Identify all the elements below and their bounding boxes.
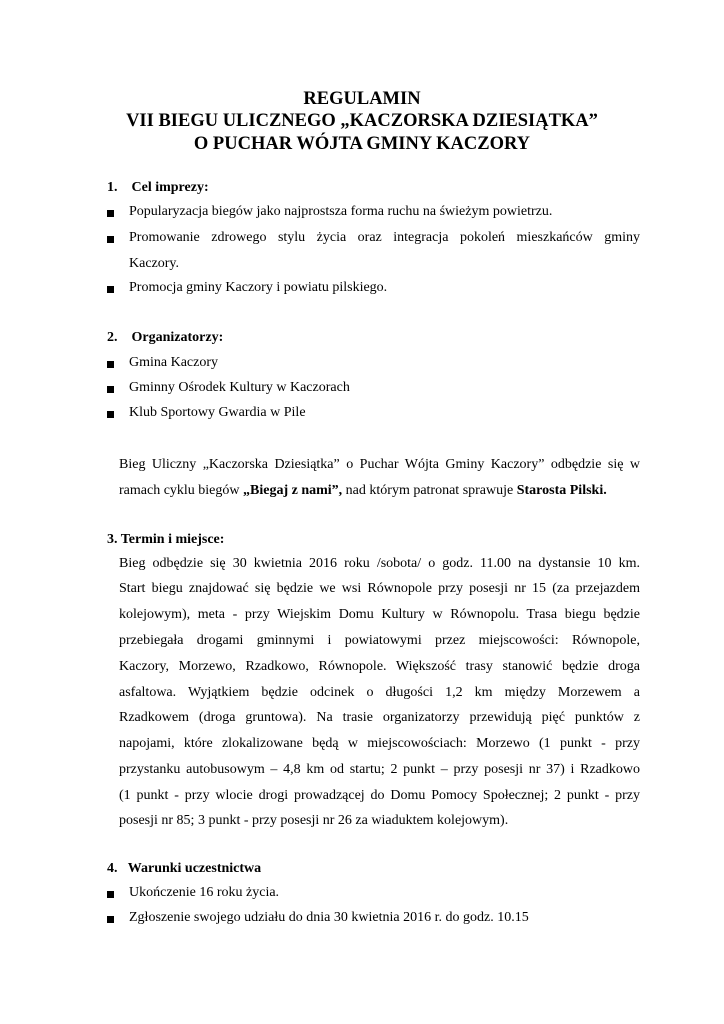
org-bullet-1: Gmina Kaczory xyxy=(129,355,219,370)
warunki-bullet-1: Ukończenie 16 roku życia. xyxy=(129,885,280,900)
termin-line-10: (1 punkt - przy wlocie drogi prowadzącej do Domu Pomocy Społecznej; 2 punkt - przy xyxy=(119,788,640,803)
bullet-icon xyxy=(107,236,114,243)
bullet-icon xyxy=(107,210,114,217)
termin-line-5: Kaczory, Morzewo, Rzadkowo, Równopole. Większość trasy stanowić będzie droga xyxy=(119,659,640,674)
cel-bullet-3: Promocja gminy Kaczory i powiatu pilskiego. xyxy=(129,280,388,295)
section-3-heading: 3. Termin i miejsce: xyxy=(107,532,225,547)
termin-line-7: Rzadkowem (droga gruntowa). Na trasie organizatorzy przewidują pięć punktów z xyxy=(119,710,640,725)
section-4-heading: 4. Warunki uczestnictwa xyxy=(107,861,262,876)
termin-line-6: asfaltowa. Wyjątkiem będzie odcinek o długości 1,2 km między Morzewem a xyxy=(119,685,640,700)
org-paragraph-line-1: Bieg Uliczny „Kaczorska Dziesiątka” o Puchar Wójta Gminy Kaczory” odbędzie się w xyxy=(119,457,640,472)
title-line-3: O PUCHAR WÓJTA GMINY KACZORY xyxy=(193,134,531,154)
bullet-icon xyxy=(107,361,114,368)
termin-line-4: przebiegała drogami gminnymi i powiatowymi przez miejscowości: Równopole, xyxy=(119,633,640,648)
bullet-icon xyxy=(107,386,114,393)
cel-bullet-2-line-2: Kaczory. xyxy=(129,256,180,271)
title-line-2: VII BIEGU ULICZNEGO „KACZORSKA DZIESIĄTKA” xyxy=(126,111,598,131)
warunki-bullet-2: Zgłoszenie swojego udziału do dnia 30 kwietnia 2016 r. do godz. 10.15 xyxy=(129,910,529,925)
section-1-heading: 1. Cel imprezy: xyxy=(107,180,209,195)
termin-line-11: posesji nr 85; 3 punkt - przy posesji nr 26 za wiaduktem kolejowym). xyxy=(119,813,509,828)
bullet-icon xyxy=(107,891,114,898)
org-bullet-2: Gminny Ośrodek Kultury w Kaczorach xyxy=(129,380,350,395)
bullet-icon xyxy=(107,286,114,293)
org-paragraph-line-2: ramach cyklu biegów „Biegaj z nami”, nad którym patronat sprawuje Starosta Pilski. xyxy=(119,483,607,498)
cel-bullet-2-line-1: Promowanie zdrowego stylu życia oraz integracja pokoleń mieszkańców gminy xyxy=(129,230,640,245)
org-bullet-3: Klub Sportowy Gwardia w Pile xyxy=(129,405,306,420)
termin-line-8: napojami, które zlokalizowane będą w miejscowościach: Morzewo (1 punkt - przy xyxy=(119,736,640,751)
cel-bullet-1: Popularyzacja biegów jako najprostsza forma ruchu na świeżym powietrzu. xyxy=(129,204,553,219)
termin-line-2: Start biegu znajdować się będzie we wsi Równopole przy posesji nr 15 (za przejazdem xyxy=(119,581,640,596)
bullet-icon xyxy=(107,411,114,418)
termin-line-9: przystanku autobusowym – 4,8 km od startu; 2 punkt – przy posesji nr 37) i Rzadkowo xyxy=(119,762,640,777)
bullet-icon xyxy=(107,916,114,923)
termin-line-3: kolejowym), meta - przy Wiejskim Domu Kultury w Równopolu. Trasa biegu będzie xyxy=(119,607,640,622)
title-line-1: REGULAMIN xyxy=(303,89,421,109)
termin-line-1: Bieg odbędzie się 30 kwietnia 2016 roku /sobota/ o godz. 11.00 na dystansie 10 km. xyxy=(119,556,640,571)
section-2-heading: 2. Organizatorzy: xyxy=(107,330,224,345)
